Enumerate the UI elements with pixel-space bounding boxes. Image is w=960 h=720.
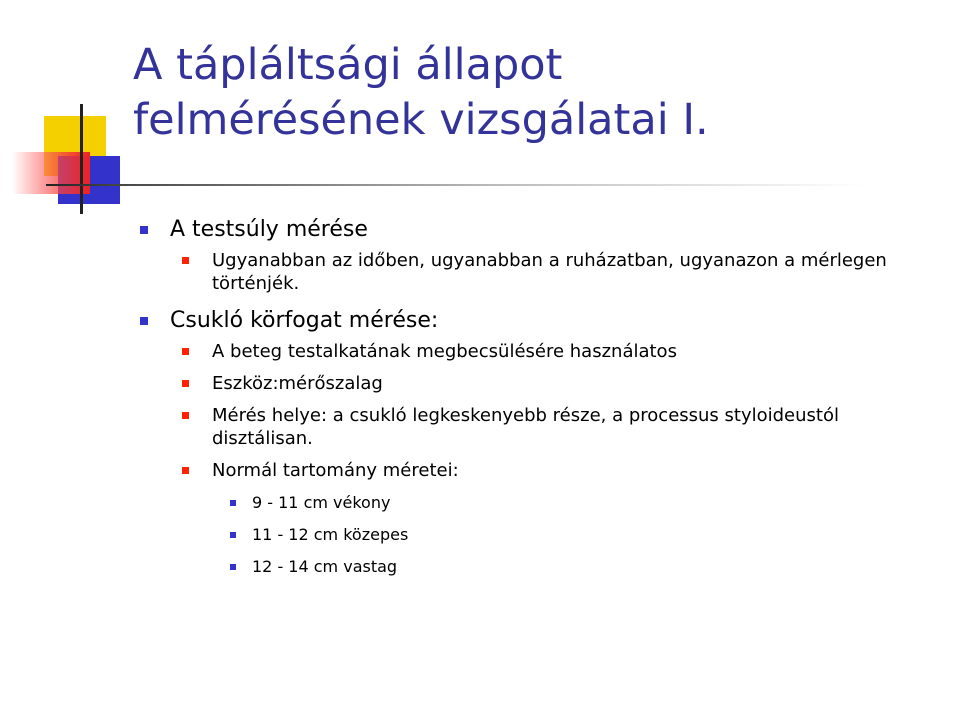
square-bullet-icon — [230, 564, 236, 570]
square-bullet-icon — [182, 467, 189, 474]
sub-bullet-item — [182, 404, 920, 450]
logo-red-gradient-bar — [12, 152, 90, 194]
range-item-thick — [230, 556, 920, 578]
sub-bullet-text: A beteg testalkatának megbecsülésére használatos — [212, 341, 677, 362]
sub-bullet-list — [182, 249, 920, 295]
range-text: 9 - 11 cm vékony — [252, 493, 391, 512]
sub-bullet-item — [182, 249, 920, 295]
logo-vertical-line — [80, 104, 83, 214]
range-text: 12 - 14 cm vastag — [252, 557, 398, 576]
square-bullet-icon — [182, 348, 189, 355]
slide-title — [133, 38, 933, 148]
range-item-thin — [230, 492, 920, 514]
range-item-medium — [230, 524, 920, 546]
bullet-weight-measurement — [140, 214, 920, 295]
title-underline-divider — [46, 184, 866, 186]
bullet-text: A testsúly mérése — [170, 217, 368, 242]
square-bullet-icon — [182, 412, 189, 419]
bullet-list — [140, 214, 920, 578]
slide-title-line-2: felmérésének vizsgálatai I. — [133, 95, 709, 145]
sub-bullet-text: Normál tartomány méretei: — [212, 460, 459, 481]
square-bullet-icon — [230, 532, 236, 538]
sub-sub-bullet-list — [230, 492, 920, 578]
sub-bullet-list — [182, 340, 920, 578]
square-bullet-icon — [182, 380, 189, 387]
sub-bullet-text: Ugyanabban az időben, ugyanabban a ruházatban, ugyanazon a mérlegen történjék. — [212, 250, 887, 294]
bullet-wrist-circumference — [140, 305, 920, 578]
sub-bullet-item — [182, 459, 920, 578]
sub-bullet-item — [182, 340, 920, 363]
bullet-text: Csukló körfogat mérése: — [170, 308, 439, 333]
range-text: 11 - 12 cm közepes — [252, 525, 409, 544]
sub-bullet-item — [182, 372, 920, 395]
square-bullet-icon — [230, 500, 236, 506]
slide-body — [140, 214, 920, 588]
slide-title-line-1: A tápláltsági állapot — [133, 40, 563, 90]
square-bullet-icon — [140, 226, 148, 234]
sub-bullet-text: Eszköz:mérőszalag — [212, 373, 383, 394]
square-bullet-icon — [140, 317, 148, 325]
sub-bullet-text: Mérés helye: a csukló legkeskenyebb része, a processus styloideustól disztálisan. — [212, 405, 839, 449]
square-bullet-icon — [182, 257, 189, 264]
